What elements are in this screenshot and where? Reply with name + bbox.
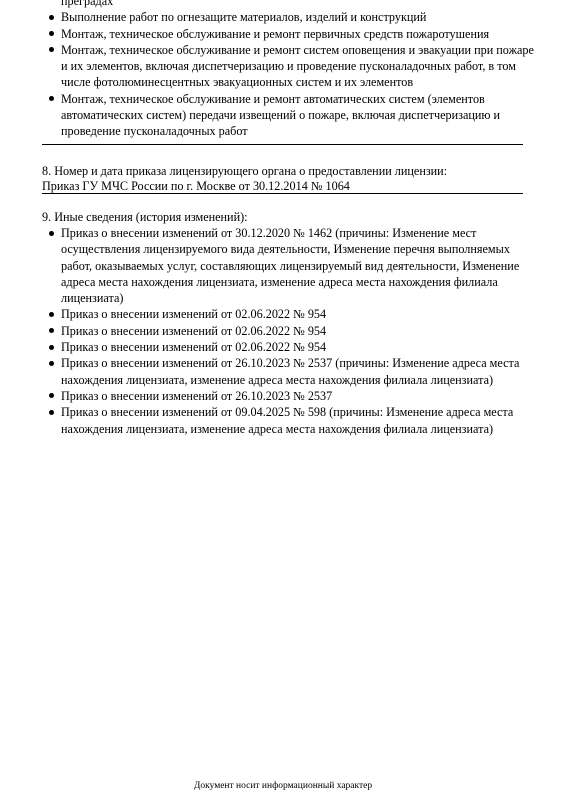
history-item: Приказ о внесении изменений от 02.06.2022 № 954 xyxy=(42,339,542,355)
history-bullets xyxy=(42,225,542,437)
section-9-heading: 9. Иные сведения (история изменений): xyxy=(42,210,248,224)
continued-text-fragment: преградах xyxy=(61,0,114,8)
history-item: Приказ о внесении изменений от 02.06.2022 № 954 xyxy=(42,323,542,339)
history-item: Приказ о внесении изменений от 09.04.2025 № 598 (причины: Изменение адреса места нахождения лицензиата, изменение адреса места нахождения филиала лицензиата) xyxy=(42,404,542,437)
history-item: Приказ о внесении изменений от 26.10.2023 № 2537 xyxy=(42,388,542,404)
license-order-value: Приказ ГУ МЧС России по г. Москве от 30.12.2014 № 1064 xyxy=(42,179,350,193)
change-history-list xyxy=(42,225,542,437)
history-item: Приказ о внесении изменений от 26.10.2023 № 2537 (причины: Изменение адреса места нахождения лицензиата, изменение адреса места нахождения филиала лицензиата) xyxy=(42,355,542,388)
activity-item: Выполнение работ по огнезащите материалов, изделий и конструкций xyxy=(42,9,542,25)
history-item: Приказ о внесении изменений от 02.06.2022 № 954 xyxy=(42,306,542,322)
history-item: Приказ о внесении изменений от 30.12.2020 № 1462 (причины: Изменение мест осуществления лицензируемого вида деятельности, Изменение перечня выполняемых работ, оказываемых услуг, составляющих лицензируемый вид деятельности, Изменение адреса места нахождения лицензиата, изменение адреса места нахождения филиала лицензиата) xyxy=(42,225,542,306)
section-8-underline xyxy=(42,193,523,194)
section-divider xyxy=(42,144,523,145)
activity-item: Монтаж, техническое обслуживание и ремонт систем оповещения и эвакуации при пожаре и их элементов, включая диспетчеризацию и проведение пусконаладочных работ, в том числе фотолюминесцентных эвакуационных систем и их элементов xyxy=(42,42,542,91)
section-8-heading: 8. Номер и дата приказа лицензирующего органа о предоставлении лицензии: xyxy=(42,164,448,178)
activities-bullets xyxy=(42,9,542,139)
activity-item: Монтаж, техническое обслуживание и ремонт первичных средств пожаротушения xyxy=(42,26,542,42)
page-footer: Документ носит информационный характер xyxy=(193,781,373,791)
activity-item: Монтаж, техническое обслуживание и ремонт автоматических систем (элементов автоматических систем) передачи извещений о пожаре, включая диспетчеризацию и проведение пусконаладочных работ xyxy=(42,91,542,140)
licensed-activities-list xyxy=(42,0,542,140)
